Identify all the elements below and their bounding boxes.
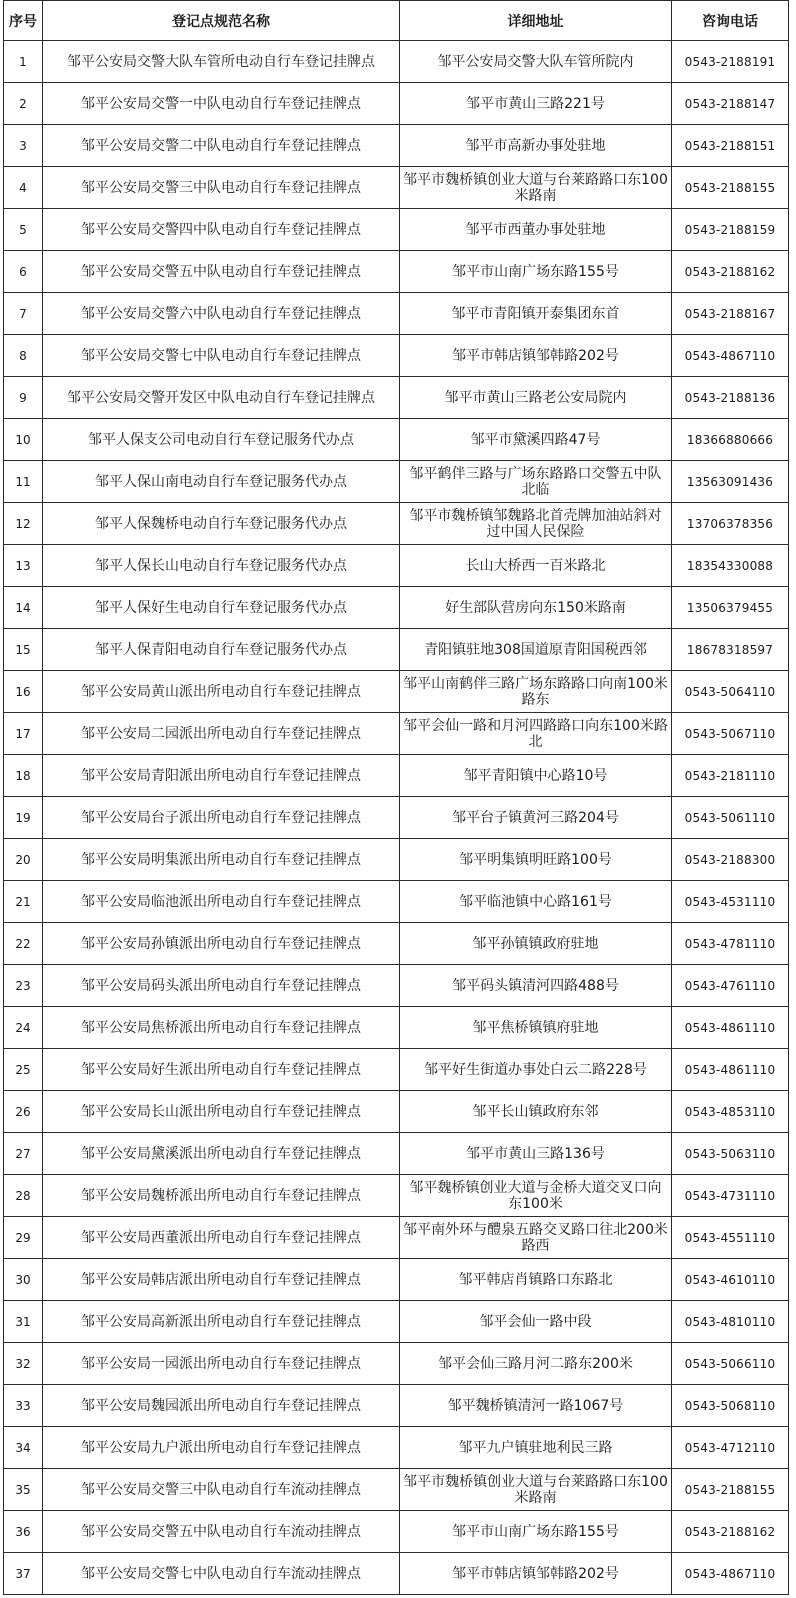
cell-name: 邹平人保长山电动自行车登记服务代办点 — [43, 545, 400, 587]
table-row — [4, 839, 789, 881]
cell-address: 青阳镇驻地308国道原青阳国税西邻 — [400, 629, 672, 671]
cell-name: 邹平公安局明集派出所电动自行车登记挂牌点 — [43, 839, 400, 881]
cell-phone: 0543-2188167 — [672, 293, 789, 335]
header-index: 序号 — [4, 1, 43, 41]
table-row — [4, 755, 789, 797]
cell-address: 邹平市高新办事处驻地 — [400, 125, 672, 167]
cell-index: 27 — [4, 1133, 43, 1175]
cell-phone: 0543-2188147 — [672, 83, 789, 125]
cell-phone: 0543-2188162 — [672, 251, 789, 293]
cell-phone: 0543-2188300 — [672, 839, 789, 881]
cell-name: 邹平公安局交警一中队电动自行车登记挂牌点 — [43, 83, 400, 125]
cell-index: 17 — [4, 713, 43, 755]
cell-address: 邹平会仙一路中段 — [400, 1301, 672, 1343]
cell-phone: 0543-2188155 — [672, 167, 789, 209]
cell-index: 7 — [4, 293, 43, 335]
cell-index: 1 — [4, 41, 43, 83]
cell-phone: 0543-5064110 — [672, 671, 789, 713]
cell-index: 29 — [4, 1217, 43, 1259]
table-row — [4, 797, 789, 839]
cell-name: 邹平人保支公司电动自行车登记服务代办点 — [43, 419, 400, 461]
cell-name: 邹平人保魏桥电动自行车登记服务代办点 — [43, 503, 400, 545]
cell-phone: 0543-4853110 — [672, 1091, 789, 1133]
cell-address: 邹平山南鹤伴三路广场东路路口向南100米路东 — [400, 671, 672, 713]
cell-phone: 0543-4861110 — [672, 1007, 789, 1049]
table-row — [4, 671, 789, 713]
table-row — [4, 251, 789, 293]
table-body — [4, 41, 789, 1595]
table-row — [4, 1553, 789, 1595]
cell-index: 18 — [4, 755, 43, 797]
header-address: 详细地址 — [400, 1, 672, 41]
cell-index: 31 — [4, 1301, 43, 1343]
cell-address: 邹平市魏桥镇创业大道与台莱路路口东100米路南 — [400, 1469, 672, 1511]
cell-name: 邹平公安局孙镇派出所电动自行车登记挂牌点 — [43, 923, 400, 965]
cell-name: 邹平公安局交警二中队电动自行车登记挂牌点 — [43, 125, 400, 167]
cell-index: 12 — [4, 503, 43, 545]
table-row — [4, 1049, 789, 1091]
cell-index: 33 — [4, 1385, 43, 1427]
cell-phone: 0543-4781110 — [672, 923, 789, 965]
cell-phone: 0543-2181110 — [672, 755, 789, 797]
cell-address: 邹平焦桥镇镇府驻地 — [400, 1007, 672, 1049]
cell-index: 30 — [4, 1259, 43, 1301]
cell-address: 邹平魏桥镇清河一路1067号 — [400, 1385, 672, 1427]
cell-address: 邹平市黛溪四路47号 — [400, 419, 672, 461]
cell-index: 13 — [4, 545, 43, 587]
cell-name: 邹平公安局码头派出所电动自行车登记挂牌点 — [43, 965, 400, 1007]
table-row — [4, 293, 789, 335]
header-name: 登记点规范名称 — [43, 1, 400, 41]
cell-name: 邹平公安局交警大队车管所电动自行车登记挂牌点 — [43, 41, 400, 83]
cell-address: 邹平台子镇黄河三路204号 — [400, 797, 672, 839]
cell-phone: 0543-4610110 — [672, 1259, 789, 1301]
cell-name: 邹平公安局长山派出所电动自行车登记挂牌点 — [43, 1091, 400, 1133]
table-row — [4, 209, 789, 251]
cell-name: 邹平公安局二园派出所电动自行车登记挂牌点 — [43, 713, 400, 755]
table-row — [4, 1091, 789, 1133]
cell-name: 邹平人保青阳电动自行车登记服务代办点 — [43, 629, 400, 671]
header-phone: 咨询电话 — [672, 1, 789, 41]
cell-address: 邹平会仙三路月河二路东200米 — [400, 1343, 672, 1385]
cell-phone: 13563091436 — [672, 461, 789, 503]
cell-phone: 0543-4712110 — [672, 1427, 789, 1469]
cell-address: 邹平公安局交警大队车管所院内 — [400, 41, 672, 83]
cell-index: 35 — [4, 1469, 43, 1511]
cell-name: 邹平公安局魏桥派出所电动自行车登记挂牌点 — [43, 1175, 400, 1217]
cell-index: 26 — [4, 1091, 43, 1133]
cell-name: 邹平公安局黛溪派出所电动自行车登记挂牌点 — [43, 1133, 400, 1175]
table-row — [4, 461, 789, 503]
cell-name: 邹平公安局西董派出所电动自行车登记挂牌点 — [43, 1217, 400, 1259]
cell-name: 邹平公安局交警三中队电动自行车登记挂牌点 — [43, 167, 400, 209]
cell-phone: 0543-4861110 — [672, 1049, 789, 1091]
cell-phone: 18354330088 — [672, 545, 789, 587]
table-row — [4, 1511, 789, 1553]
cell-index: 28 — [4, 1175, 43, 1217]
table-row — [4, 965, 789, 1007]
cell-index: 34 — [4, 1427, 43, 1469]
cell-index: 6 — [4, 251, 43, 293]
table-row — [4, 1385, 789, 1427]
cell-address: 邹平明集镇明旺路100号 — [400, 839, 672, 881]
cell-phone: 0543-5068110 — [672, 1385, 789, 1427]
cell-index: 9 — [4, 377, 43, 419]
table-row — [4, 923, 789, 965]
cell-name: 邹平公安局交警五中队电动自行车流动挂牌点 — [43, 1511, 400, 1553]
cell-name: 邹平公安局交警七中队电动自行车登记挂牌点 — [43, 335, 400, 377]
cell-phone: 0543-4810110 — [672, 1301, 789, 1343]
table-row — [4, 41, 789, 83]
cell-name: 邹平人保山南电动自行车登记服务代办点 — [43, 461, 400, 503]
table-row — [4, 881, 789, 923]
cell-index: 3 — [4, 125, 43, 167]
cell-address: 邹平市黄山三路136号 — [400, 1133, 672, 1175]
cell-phone: 0543-2188162 — [672, 1511, 789, 1553]
cell-address: 邹平市黄山三路老公安局院内 — [400, 377, 672, 419]
cell-address: 邹平孙镇镇政府驻地 — [400, 923, 672, 965]
table-row — [4, 1217, 789, 1259]
cell-address: 邹平九户镇驻地利民三路 — [400, 1427, 672, 1469]
table-row — [4, 335, 789, 377]
cell-phone: 0543-5063110 — [672, 1133, 789, 1175]
cell-index: 10 — [4, 419, 43, 461]
cell-phone: 0543-5066110 — [672, 1343, 789, 1385]
cell-index: 15 — [4, 629, 43, 671]
cell-index: 14 — [4, 587, 43, 629]
cell-phone: 18366880666 — [672, 419, 789, 461]
cell-phone: 13706378356 — [672, 503, 789, 545]
cell-index: 22 — [4, 923, 43, 965]
cell-index: 19 — [4, 797, 43, 839]
cell-address: 邹平韩店肖镇路口东路北 — [400, 1259, 672, 1301]
table-header — [4, 1, 789, 41]
table-row — [4, 1175, 789, 1217]
cell-address: 邹平长山镇政府东邻 — [400, 1091, 672, 1133]
cell-phone: 0543-2188191 — [672, 41, 789, 83]
cell-address: 邹平市青阳镇开泰集团东首 — [400, 293, 672, 335]
cell-phone: 0543-4531110 — [672, 881, 789, 923]
cell-address: 邹平临池镇中心路161号 — [400, 881, 672, 923]
cell-phone: 0543-2188159 — [672, 209, 789, 251]
cell-address: 邹平南外环与醴泉五路交叉路口往北200米路西 — [400, 1217, 672, 1259]
cell-index: 4 — [4, 167, 43, 209]
cell-name: 邹平公安局交警五中队电动自行车登记挂牌点 — [43, 251, 400, 293]
cell-address: 邹平好生街道办事处白云二路228号 — [400, 1049, 672, 1091]
cell-name: 邹平公安局九户派出所电动自行车登记挂牌点 — [43, 1427, 400, 1469]
table-row — [4, 1301, 789, 1343]
cell-name: 邹平公安局焦桥派出所电动自行车登记挂牌点 — [43, 1007, 400, 1049]
table-row — [4, 1469, 789, 1511]
cell-name: 邹平公安局交警开发区中队电动自行车登记挂牌点 — [43, 377, 400, 419]
cell-address: 邹平魏桥镇创业大道与金桥大道交叉口向东100米 — [400, 1175, 672, 1217]
cell-phone: 0543-5067110 — [672, 713, 789, 755]
cell-address: 邹平市山南广场东路155号 — [400, 251, 672, 293]
cell-name: 邹平公安局好生派出所电动自行车登记挂牌点 — [43, 1049, 400, 1091]
cell-name: 邹平公安局台子派出所电动自行车登记挂牌点 — [43, 797, 400, 839]
table-row — [4, 629, 789, 671]
cell-index: 21 — [4, 881, 43, 923]
table-row — [4, 1259, 789, 1301]
cell-address: 邹平市西董办事处驻地 — [400, 209, 672, 251]
cell-name: 邹平公安局高新派出所电动自行车登记挂牌点 — [43, 1301, 400, 1343]
cell-index: 2 — [4, 83, 43, 125]
cell-phone: 0543-2188155 — [672, 1469, 789, 1511]
cell-address: 邹平市魏桥镇邹魏路北首壳牌加油站斜对过中国人民保险 — [400, 503, 672, 545]
cell-index: 24 — [4, 1007, 43, 1049]
cell-name: 邹平公安局临池派出所电动自行车登记挂牌点 — [43, 881, 400, 923]
cell-phone: 0543-4761110 — [672, 965, 789, 1007]
cell-address: 邹平会仙一路和月河四路路口向东100米路北 — [400, 713, 672, 755]
cell-address: 邹平码头镇清河四路488号 — [400, 965, 672, 1007]
table-row — [4, 545, 789, 587]
header-row — [4, 1, 789, 41]
cell-address: 长山大桥西一百米路北 — [400, 545, 672, 587]
table-row — [4, 1427, 789, 1469]
cell-name: 邹平公安局黄山派出所电动自行车登记挂牌点 — [43, 671, 400, 713]
cell-phone: 0543-5061110 — [672, 797, 789, 839]
cell-phone: 13506379455 — [672, 587, 789, 629]
table-row — [4, 1007, 789, 1049]
cell-address: 好生部队营房向东150米路南 — [400, 587, 672, 629]
table-row — [4, 1343, 789, 1385]
cell-phone: 0543-4867110 — [672, 335, 789, 377]
cell-index: 11 — [4, 461, 43, 503]
cell-phone: 0543-2188151 — [672, 125, 789, 167]
table-row — [4, 587, 789, 629]
cell-name: 邹平公安局魏园派出所电动自行车登记挂牌点 — [43, 1385, 400, 1427]
cell-index: 8 — [4, 335, 43, 377]
cell-index: 23 — [4, 965, 43, 1007]
cell-name: 邹平公安局交警六中队电动自行车登记挂牌点 — [43, 293, 400, 335]
cell-address: 邹平市韩店镇邹韩路202号 — [400, 1553, 672, 1595]
cell-address: 邹平市韩店镇邹韩路202号 — [400, 335, 672, 377]
cell-index: 32 — [4, 1343, 43, 1385]
cell-index: 25 — [4, 1049, 43, 1091]
cell-address: 邹平市山南广场东路155号 — [400, 1511, 672, 1553]
cell-phone: 0543-4551110 — [672, 1217, 789, 1259]
cell-address: 邹平市黄山三路221号 — [400, 83, 672, 125]
cell-name: 邹平公安局青阳派出所电动自行车登记挂牌点 — [43, 755, 400, 797]
cell-index: 5 — [4, 209, 43, 251]
table-row — [4, 377, 789, 419]
cell-name: 邹平公安局韩店派出所电动自行车登记挂牌点 — [43, 1259, 400, 1301]
table-row — [4, 713, 789, 755]
cell-index: 20 — [4, 839, 43, 881]
cell-index: 37 — [4, 1553, 43, 1595]
cell-name: 邹平公安局交警七中队电动自行车流动挂牌点 — [43, 1553, 400, 1595]
cell-name: 邹平公安局一园派出所电动自行车登记挂牌点 — [43, 1343, 400, 1385]
table-row — [4, 167, 789, 209]
cell-address: 邹平鹤伴三路与广场东路路口交警五中队北临 — [400, 461, 672, 503]
cell-address: 邹平市魏桥镇创业大道与台莱路路口东100米路南 — [400, 167, 672, 209]
cell-phone: 18678318597 — [672, 629, 789, 671]
table-row — [4, 419, 789, 461]
cell-name: 邹平人保好生电动自行车登记服务代办点 — [43, 587, 400, 629]
cell-name: 邹平公安局交警四中队电动自行车登记挂牌点 — [43, 209, 400, 251]
table-row — [4, 1133, 789, 1175]
cell-index: 36 — [4, 1511, 43, 1553]
cell-phone: 0543-2188136 — [672, 377, 789, 419]
registration-points-table — [3, 0, 789, 1595]
cell-index: 16 — [4, 671, 43, 713]
cell-phone: 0543-4731110 — [672, 1175, 789, 1217]
table-row — [4, 125, 789, 167]
table-row — [4, 83, 789, 125]
cell-address: 邹平青阳镇中心路10号 — [400, 755, 672, 797]
cell-name: 邹平公安局交警三中队电动自行车流动挂牌点 — [43, 1469, 400, 1511]
cell-phone: 0543-4867110 — [672, 1553, 789, 1595]
table-row — [4, 503, 789, 545]
